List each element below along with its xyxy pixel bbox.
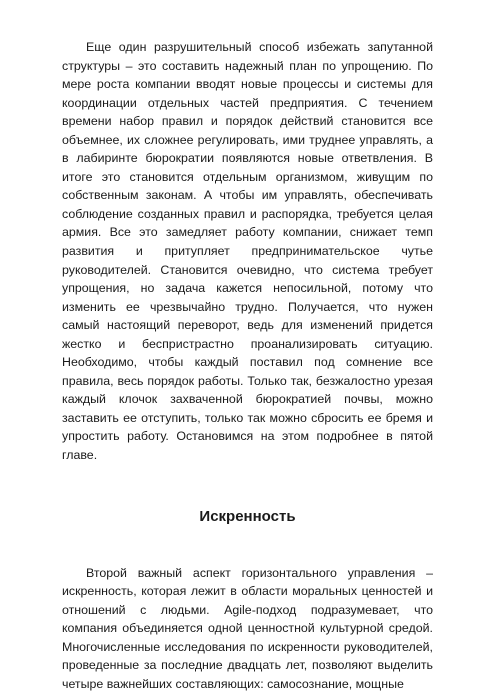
paragraph-sincerity: Второй важный аспект горизонтального управления – искренность, которая лежит в области моральных ценностей и отношений с людьми. Agile-подход подразумевает, что компания объединяется одной ценностной культурной средой. Многочисленные исследования по искренности руководителей, проведенные за последние двадцать лет, позволяют выделить четыре важнейших составляющих: самосознание, мощные [62,565,433,691]
paragraph-simplification: Еще один разрушительный способ избежать запутанной структуры – это составить надежный план по упрощению. По мере роста компании вводят новые процессы и системы для координации отдельных частей предприятия. С течением времени набор правил и порядок действий становится все объемнее, их сложнее регулировать, ими труднее управлять, а в лабиринте бюрократии появляются новые ответвления. В итоге это становится отдельным организмом, живущим по собственным законам. А чтобы им управлять, обеспечивать соблюдение созданных правил и распорядка, требуется целая армия. Все это замедляет работу компании, снижает темп развития и притупляет предпринимательское чутье руководителей. Становится очевидно, что система требует упрощения, но задача кажется непосильной, потому что изменить ее чрезвычайно трудно. Получается, что нужен самый настоящий переворот, ведь для изменений придется жестко и беспристрастно проанализировать ситуацию. Необходимо, чтобы каждый поставил под сомнение все правила, весь порядок работы. Только так, безжалостно урезая каждый клочок захваченной бюрократией почвы, можно заставить ее отступить, только так можно сбросить ее бремя и упростить работу. Остановимся на этом подробнее в пятой главе. [62,40,433,463]
section-heading: Искренность [199,507,296,525]
book-page [62,38,433,693]
